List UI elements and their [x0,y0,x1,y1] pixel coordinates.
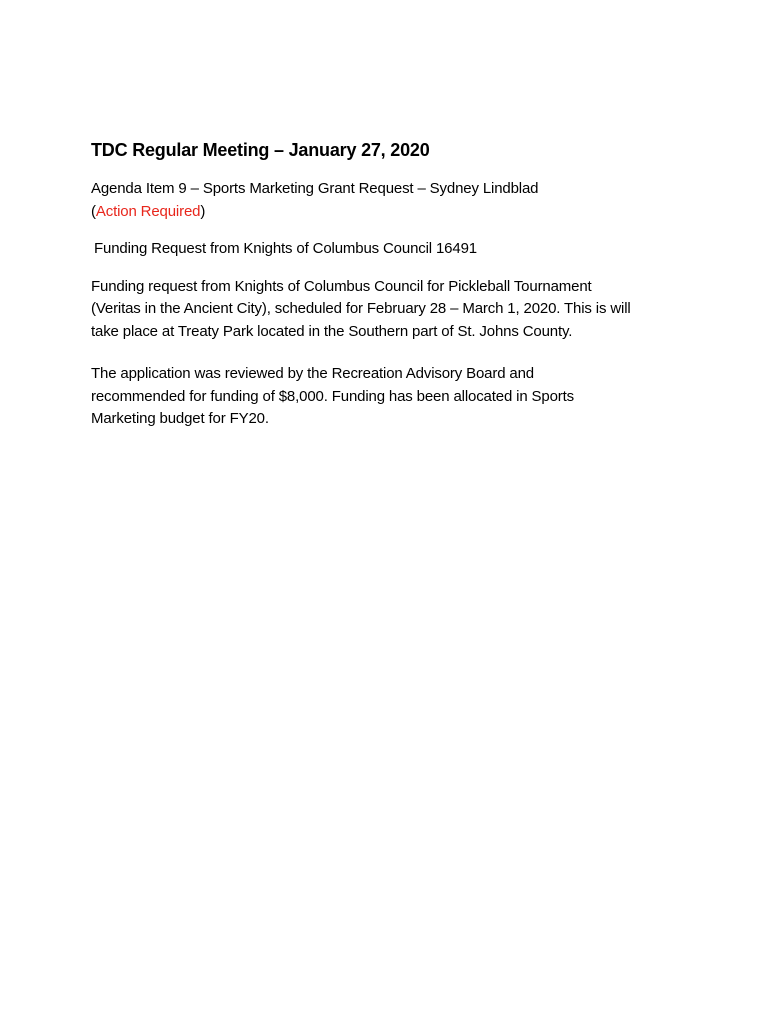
agenda-line: Agenda Item 9 – Sports Marketing Grant Request – Sydney Lindblad [91,180,539,197]
document-content [91,136,701,431]
request-paragraph [91,276,701,344]
review-line-3: Marketing budget for FY20. [91,410,269,427]
action-open-paren: ( [91,202,96,220]
action-required-label: Action Required [95,202,201,220]
agenda-item [91,178,701,223]
request-line-1: Funding request from Knights of Columbus Council for Pickleball Tournament [91,277,592,295]
action-close-paren: ) [200,202,206,220]
review-line-1: The application was reviewed by the Recreation Advisory Board and [91,365,535,382]
meeting-title: TDC Regular Meeting – January 27, 2020 [91,140,430,160]
review-line-2: recommended for funding of $8,000. Funding has been allocated in Sports [91,387,575,405]
review-paragraph [91,363,701,431]
request-line-3: take place at Treaty Park located in the Southern part of St. Johns County. [91,322,573,340]
funding-heading: Funding Request from Knights of Columbus Council 16491 [94,240,477,257]
request-line-2: (Veritas in the Ancient City), scheduled for February 28 – March 1, 2020. This is will [91,300,631,317]
